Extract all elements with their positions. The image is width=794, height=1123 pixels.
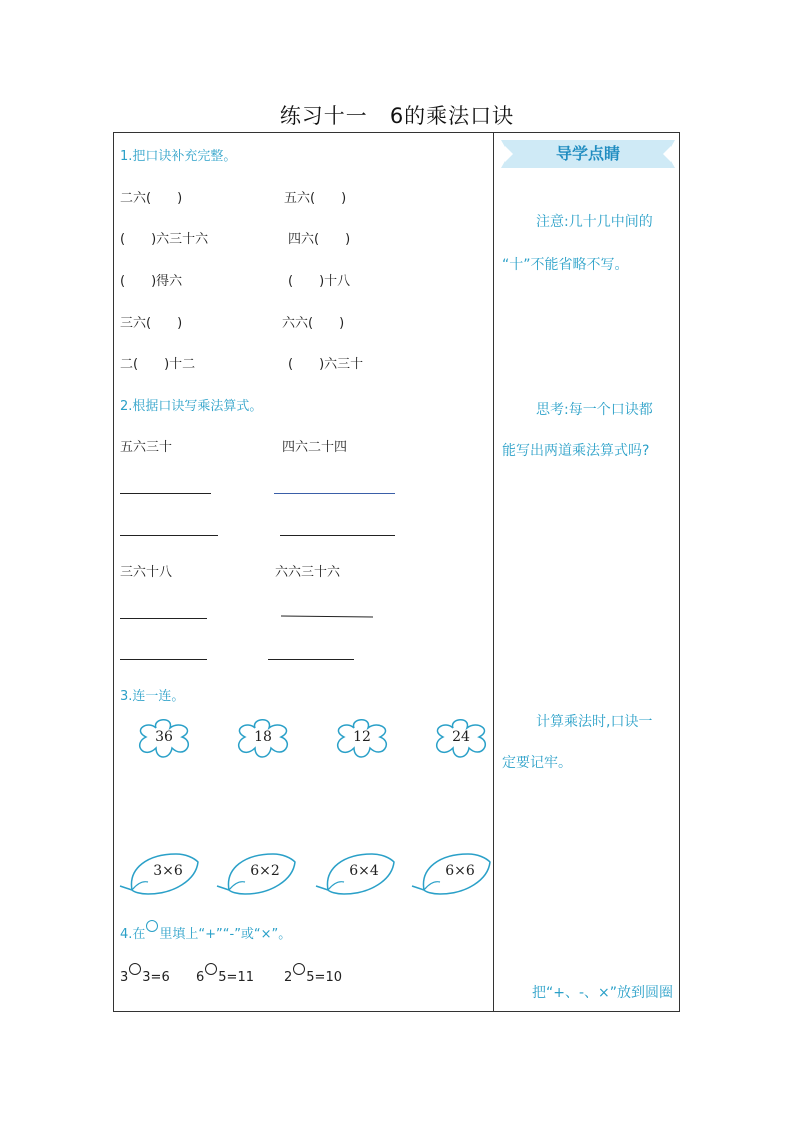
fill-blank-7: 三六( ): [120, 316, 183, 331]
flower-number: 12: [353, 729, 371, 745]
leaf-card: [215, 850, 299, 896]
section1-heading: 1.把口诀补充完整。: [120, 149, 237, 164]
tip3-line1: 计算乘法时,口诀一: [536, 714, 653, 730]
fill-blank-3: ( )六三十六: [120, 232, 209, 247]
leaf-card: [410, 850, 494, 896]
problem-result: 5=11: [218, 970, 254, 985]
circle-icon: [146, 920, 158, 932]
leaf-expression: 6×4: [349, 863, 379, 879]
page-title: [0, 100, 794, 130]
section3-heading: 3.连一连。: [120, 689, 185, 704]
flower-card: [132, 714, 196, 760]
operator-circle[interactable]: [205, 963, 217, 975]
answer-line: [120, 618, 207, 619]
operator-circle[interactable]: [129, 963, 141, 975]
rhyme-3: 三六十八: [120, 565, 173, 580]
section4-heading: [120, 920, 291, 942]
tip2-line1: 思考:每一个口诀都: [536, 402, 653, 418]
title-topic: 6的乘法口诀: [389, 104, 515, 128]
tip4-line1: 把“+、-、×”放到圆圈: [532, 985, 674, 1001]
section2-heading: 2.根据口诀写乘法算式。: [120, 399, 263, 414]
title-exercise: 练习十一: [279, 104, 368, 128]
fill-blank-2: 五六( ): [284, 191, 347, 206]
leaf-expression: 6×6: [445, 863, 475, 879]
leaf-expression: 3×6: [153, 863, 183, 879]
tip2-line2: 能写出两道乘法算式吗?: [502, 443, 650, 459]
fill-blank-1: 二六( ): [120, 191, 183, 206]
fill-blank-5: ( )得六: [120, 274, 183, 289]
operator-problem-1: [120, 963, 170, 985]
tip1-line2: “十”不能省略不写。: [502, 257, 629, 273]
rhyme-1: 五六三十: [120, 440, 173, 455]
tip1-line1: 注意:几十几中间的: [536, 214, 653, 230]
fill-blank-8: 六六( ): [282, 316, 345, 331]
problem-operand: 2: [284, 970, 293, 985]
section4-heading-after: 里填上“+”“-”或“×”。: [159, 927, 292, 942]
fill-blank-6: ( )十八: [288, 274, 351, 289]
problem-result: 5=10: [306, 970, 342, 985]
answer-line: [120, 493, 211, 494]
answer-line: [120, 535, 218, 536]
rhyme-4: 六六三十六: [275, 565, 341, 580]
leaf-card: [118, 850, 202, 896]
flower-number: 36: [155, 729, 173, 745]
problem-result: 3=6: [142, 970, 170, 985]
answer-line: [274, 493, 395, 494]
operator-problem-3: [284, 963, 342, 985]
flower-card: [330, 714, 394, 760]
answer-line: [280, 535, 395, 536]
leaf-card: [314, 850, 398, 896]
leaf-expression: 6×2: [250, 863, 280, 879]
fill-blank-10: ( )六三十: [288, 357, 364, 372]
operator-circle[interactable]: [293, 963, 305, 975]
rhyme-2: 四六二十四: [282, 440, 348, 455]
fill-blank-4: 四六( ): [288, 232, 351, 247]
banner-title: 导学点睛: [555, 144, 620, 163]
section4-heading-before: 4.在: [120, 927, 146, 942]
flower-card: [429, 714, 493, 760]
flower-card: [231, 714, 295, 760]
answer-line: [268, 659, 354, 660]
tip3-line2: 定要记牢。: [502, 755, 572, 771]
answer-line: [120, 659, 207, 660]
flower-number: 18: [254, 729, 272, 745]
operator-problem-2: [196, 963, 254, 985]
flower-number: 24: [452, 729, 470, 745]
sidebar-banner: [501, 140, 675, 168]
problem-operand: 6: [196, 970, 205, 985]
fill-blank-9: 二( )十二: [120, 357, 196, 372]
problem-operand: 3: [120, 970, 129, 985]
